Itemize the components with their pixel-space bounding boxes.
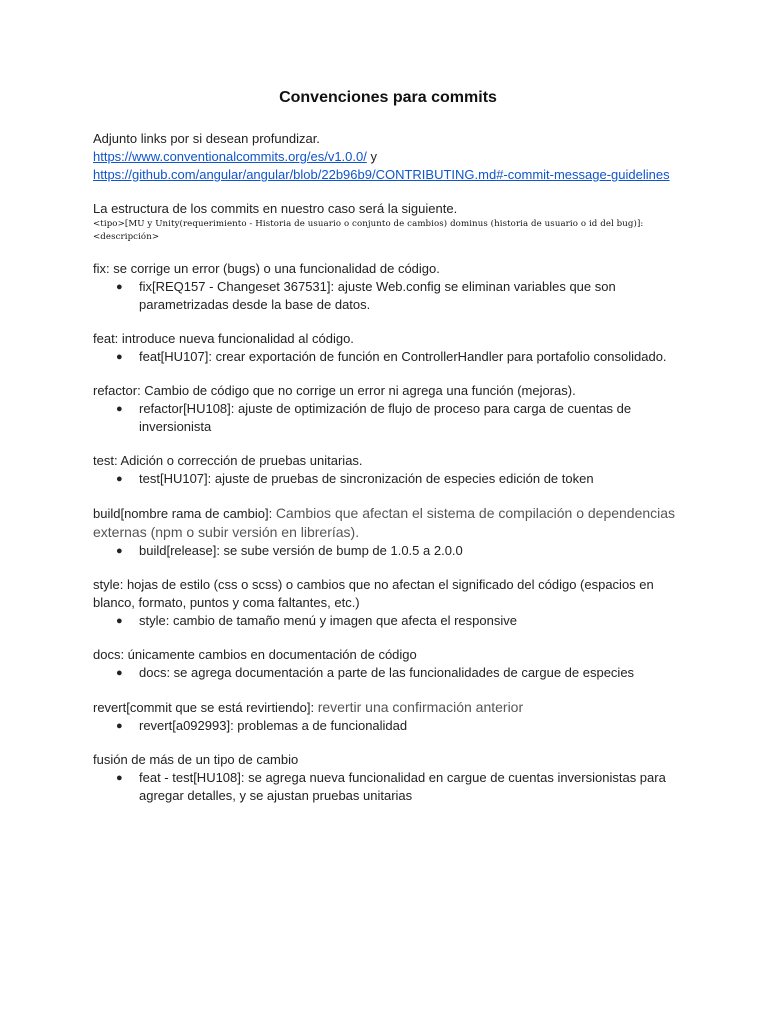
bullet-icon: ● <box>116 545 123 557</box>
list-item-text: feat - test[HU108]: se agrega nueva funcionalidad en cargue de cuentas inversionistas para agregar detalles, y se ajustan pruebas unitarias <box>139 770 666 803</box>
list-item <box>116 542 683 560</box>
list-item <box>116 348 683 366</box>
section-refactor <box>93 382 683 436</box>
angular-guidelines-link[interactable]: https://github.com/angular/angular/blob/22b96b9/CONTRIBUTING.md#-commit-message-guidelines <box>93 167 670 182</box>
list-item-text: refactor[HU108]: ajuste de optimización de flujo de proceso para carga de cuentas de inversionista <box>139 401 632 434</box>
section-heading: docs: únicamente cambios en documentación de código <box>93 647 417 662</box>
section-heading: refactor: Cambio de código que no corrige un error ni agrega una función (mejoras). <box>93 383 576 398</box>
section-heading: test: Adición o corrección de pruebas unitarias. <box>93 453 363 468</box>
list-item <box>116 612 683 630</box>
document-page <box>93 88 683 805</box>
section-build <box>93 504 683 560</box>
section-feat <box>93 330 683 366</box>
heading-prefix: revert[commit que se está revirtiendo]: <box>93 700 318 715</box>
intro-text: Adjunto links por si desean profundizar. <box>93 131 320 146</box>
list-item <box>116 400 683 436</box>
section-docs <box>93 646 683 682</box>
section-heading <box>93 698 683 717</box>
section-heading <box>93 504 683 542</box>
heading-description: Cambios que afectan el sistema de compilación o dependencias externas (npm o subir versión en librerías). <box>93 505 676 540</box>
list-item-text: build[release]: se sube versión de bump de 1.0.5 a 2.0.0 <box>139 543 463 558</box>
list-item <box>116 664 683 682</box>
bullet-icon: ● <box>116 351 123 363</box>
section-multi <box>93 751 683 805</box>
section-test <box>93 452 683 488</box>
bullet-icon: ● <box>116 667 123 679</box>
conventionalcommits-link[interactable]: https://www.conventionalcommits.org/es/v1.0.0/ <box>93 149 367 164</box>
section-fix <box>93 260 683 314</box>
link-separator: y <box>366 149 377 164</box>
section-heading: feat: introduce nueva funcionalidad al código. <box>93 331 354 346</box>
section-heading: fix: se corrige un error (bugs) o una funcionalidad de código. <box>93 261 440 276</box>
list-item-text: test[HU107]: ajuste de pruebas de sincronización de especies edición de token <box>139 471 594 486</box>
heading-description: revertir una confirmación anterior <box>317 699 524 715</box>
list-item <box>116 769 683 805</box>
section-style <box>93 576 683 630</box>
list-item-text: revert[a092993]: problemas a de funcionalidad <box>139 718 408 733</box>
list-item-text: fix[REQ157 - Changeset 367531]: ajuste Web.config se eliminan variables que son parametrizadas desde la base de datos. <box>139 279 616 312</box>
list-item <box>116 278 683 314</box>
bullet-icon: ● <box>116 281 123 293</box>
bullet-icon: ● <box>116 772 123 784</box>
structure-text: La estructura de los commits en nuestro caso será la siguiente. <box>93 201 458 216</box>
list-item <box>116 717 683 735</box>
section-heading: style: hojas de estilo (css o scss) o cambios que no afectan el significado del código (espacios en blanco, formato, puntos y coma faltantes, etc.) <box>93 577 654 610</box>
intro-links <box>93 148 683 184</box>
list-item-text: docs: se agrega documentación a parte de las funcionalidades de cargue de especies <box>139 665 635 680</box>
heading-prefix: build[nombre rama de cambio]: <box>93 506 276 521</box>
bullet-icon: ● <box>116 615 123 627</box>
section-revert <box>93 698 683 735</box>
list-item-text: feat[HU107]: crear exportación de función en ControllerHandler para portafolio consolidado. <box>139 349 667 364</box>
bullet-icon: ● <box>116 473 123 485</box>
section-heading: fusión de más de un tipo de cambio <box>93 752 299 767</box>
commit-template: <tipo>[MU y Unity(requerimiento - Historia de usuario o conjunto de cambios) dominus (historia de usuario o id del bug)]: <descripción> <box>93 219 644 242</box>
list-item-text: style: cambio de tamaño menú y imagen que afecta el responsive <box>139 613 517 628</box>
page-title: Convenciones para commits <box>279 89 497 106</box>
bullet-icon: ● <box>116 403 123 415</box>
bullet-icon: ● <box>116 720 123 732</box>
list-item <box>116 470 683 488</box>
